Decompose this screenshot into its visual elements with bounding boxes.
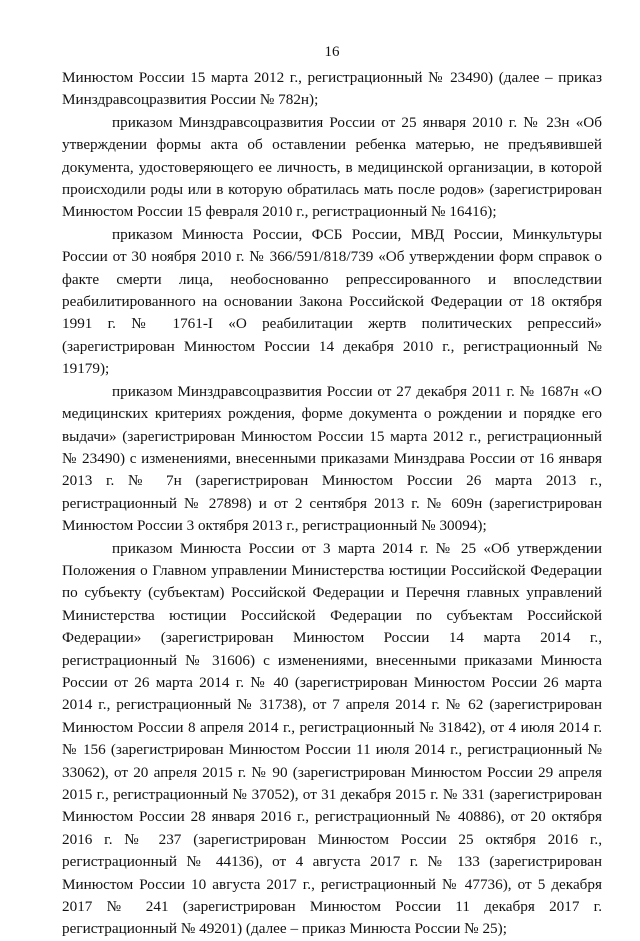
- paragraph-order-366: приказом Минюста России, ФСБ России, МВД России, Минкультуры России от 30 ноября 2010 г. № 366/591/818/739 «Об утверждении форм справок о факте смерти лица, необоснованно репрессированного и впоследствии реабилитированного на основании Закона Российской Федерации от 18 октября 1991 г. № 1761-I «О реабилитации жертв политических репрессий» (зарегистрирован Минюстом России 14 декабря 2010 г., регистрационный № 19179);: [62, 225, 602, 378]
- paragraph-order-23n: приказом Минздравсоцразвития России от 25 января 2010 г. № 23н «Об утверждении формы акта об оставлении ребенка матерью, не предъявившей документа, удостоверяющего ее личность, в медицинской организации, в которой происходили роды или в которую обратилась мать после родов» (зарегистрирован Минюстом России 15 февраля 2010 г., регистрационный № 16416);: [62, 113, 602, 221]
- paragraph-order-25: приказом Минюста России от 3 марта 2014 г. № 25 «Об утверждении Положения о Главном управлении Министерства юстиции Российской Федерации по субъекту (субъектам) Российской Федерации и Перечня главных управлений Министерства юстиции Российской Федерации по субъектам Российской Федерации» (зарегистрирован Минюстом России 14 марта 2014 г., регистрационный № 31606) с изменениями, внесенными приказами Минюста России от 26 марта 2014 г. № 40 (зарегистрирован Минюстом России 26 марта 2014 г., регистрационный № 31738), от 7 апреля 2014 г. № 62 (зарегистрирован Минюстом России 8 апреля 2014 г., регистрационный № 31842), от 4 июля 2014 г. № 156 (зарегистрирован Минюстом России 11 июля 2014 г., регистрационный № 33062), от 20 апреля 2015 г. № 90 (зарегистрирован Минюстом России 29 апреля 2015 г., регистрационный № 37052), от 31 декабря 2015 г. № 331 (зарегистрирован Минюстом России 28 января 2016 г., регистрационный № 40886), от 20 октября 2016 г. № 237 (зарегистрирован Минюстом России 25 октября 2016 г., регистрационный № 44136), от 4 августа 2017 г. № 133 (зарегистрирован Минюстом России 10 августа 2017 г., регистрационный № 47736), от 5 декабря 2017 № 241 (зарегистрирован Минюстом России 11 декабря 2017 г. регистрационный № 49201) (далее – приказ Минюста России № 25);: [62, 539, 602, 938]
- page-number: 16: [324, 44, 340, 60]
- paragraph-order-1687n: приказом Минздравсоцразвития России от 27 декабря 2011 г. № 1687н «О медицинских критериях рождения, форме документа о рождении и порядке его выдачи» (зарегистрирован Минюстом России 15 марта 2012 г., регистрационный № 23490) с изменениями, внесенными приказами Минздрава России от 16 января 2013 г. № 7н (зарегистрирован Минюстом России 26 марта 2013 г., регистрационный № 27898) и от 2 сентября 2013 г. № 609н (зарегистрирован Минюстом России 3 октября 2013 г., регистрационный № 30094);: [62, 382, 602, 535]
- paragraph-continuation: Минюстом России 15 марта 2012 г., регистрационный № 23490) (далее – приказ Минздравсоцразвития России № 782н);: [62, 69, 602, 109]
